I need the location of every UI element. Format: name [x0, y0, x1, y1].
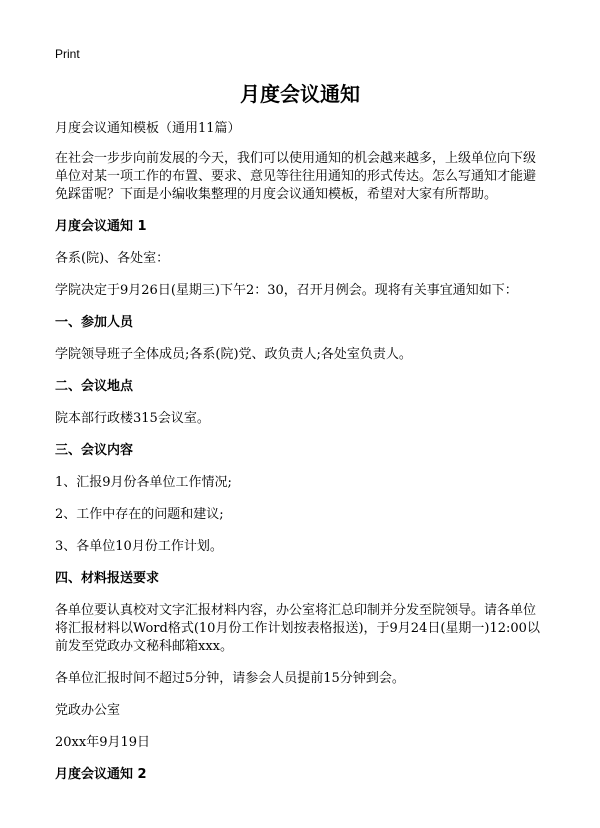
recipients-line: 各系(院)、各处室： — [55, 251, 170, 266]
section-location-heading: 二、会议地点 — [55, 379, 134, 394]
agenda-item: 3、各单位10月份工作计划。 — [55, 539, 223, 554]
section-materials-text: 各单位要认真校对文字汇报材料内容，办公室将汇总印制并分发至院领导。请各单位将汇报材料以Word格式(10月份工作计划按表格报送)，于9月24日(星期一)12:00以前发至党政办文秘科邮箱xxx。 — [55, 603, 540, 654]
section-attendees-text: 学院领导班子全体成员;各系(院)党、政负责人;各处室负责人。 — [55, 347, 412, 362]
section-materials-heading: 四、材料报送要求 — [55, 571, 160, 586]
agenda-item: 2、工作中存在的问题和建议; — [55, 507, 224, 522]
signature: 党政办公室 — [55, 703, 121, 718]
document-body — [55, 120, 547, 798]
intro-paragraph: 在社会一步步向前发展的今天，我们可以使用通知的机会越来越多，上级单位向下级单位对某一项工作的布置、要求、意见等往往用通知的形式传达。怎么写通知才能避免踩雷呢？下面是小编收集整理的月度会议通知模板，希望对大家有所帮助。 — [55, 151, 537, 202]
agenda-item: 1、汇报9月份各单位工作情况; — [55, 475, 232, 490]
print-link[interactable]: Print — [55, 47, 80, 61]
section-agenda-heading: 三、会议内容 — [55, 443, 134, 458]
opening-paragraph: 学院决定于9月26日(星期三)下午2：30，召开月例会。现将有关事宜通知如下： — [55, 283, 518, 298]
document-subtitle: 月度会议通知模板（通用11篇） — [55, 121, 241, 136]
notice-2-heading: 月度会议通知 2 — [55, 767, 147, 782]
page-title: 月度会议通知 — [240, 82, 360, 106]
section-attendees-heading: 一、参加人员 — [55, 315, 134, 330]
notice-date: 20xx年9月19日 — [55, 735, 151, 750]
section-location-text: 院本部行政楼315会议室。 — [55, 411, 210, 426]
time-limit-text: 各单位汇报时间不超过5分钟，请参会人员提前15分钟到会。 — [55, 671, 405, 686]
notice-1-heading: 月度会议通知 1 — [55, 219, 147, 234]
